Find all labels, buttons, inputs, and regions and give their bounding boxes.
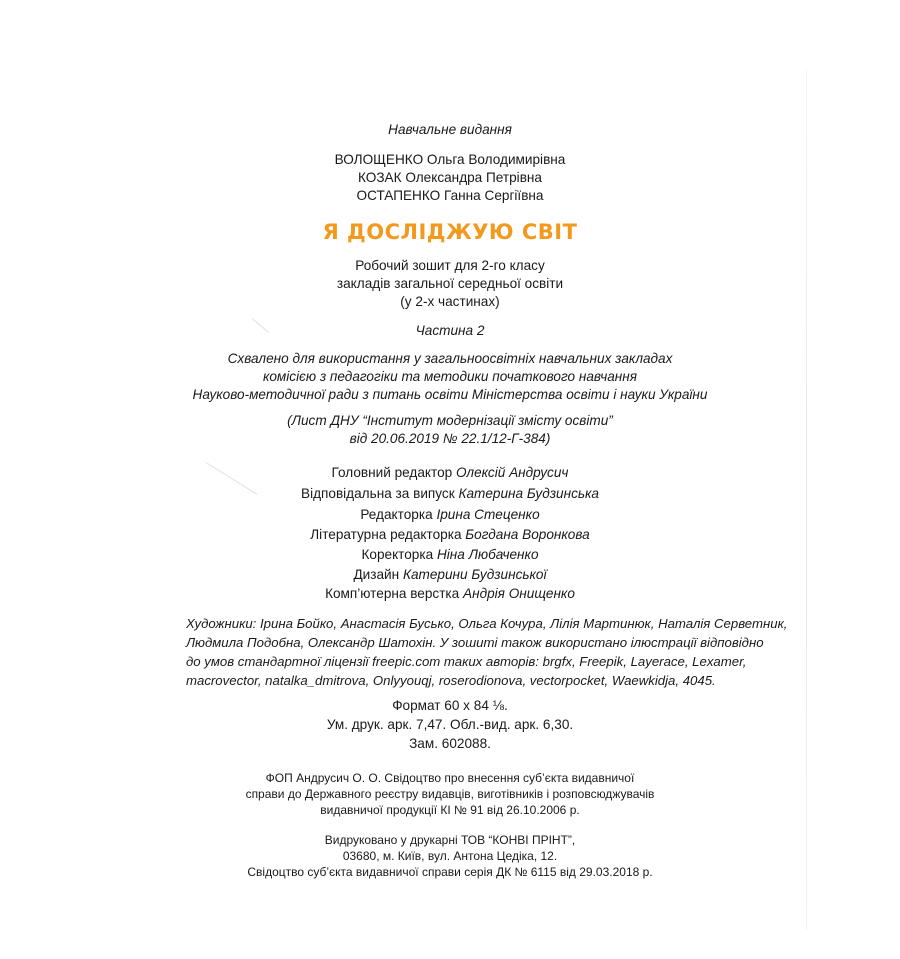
edition-type: Навчальне видання bbox=[388, 122, 512, 137]
approval-line: комісією з педагогіки та методики початкового навчання bbox=[262, 369, 638, 384]
publisher-line: видавничої продукції КІ № 91 від 26.10.2006 р. bbox=[320, 803, 580, 817]
format-line: Ум. друк. арк. 7,47. Обл.-вид. арк. 6,30. bbox=[326, 717, 574, 732]
staff-name: Катерина Будзинська bbox=[458, 486, 599, 501]
approval-line: Схвалено для використання у загальноосвітніх навчальних закладах bbox=[227, 351, 673, 366]
staff-role: Літературна редакторка bbox=[310, 527, 462, 542]
staff-name: Катерини Будзинської bbox=[402, 567, 547, 582]
subtitle-line: (у 2-х частинах) bbox=[400, 294, 500, 309]
staff-line bbox=[0, 585, 900, 603]
illustrators-line: до умов стандартної ліцензії freepic.com таких авторів: brgfx, Freepik, Layerace, Lexamer, bbox=[186, 654, 747, 669]
publisher-line: ФОП Андрусич О. О. Свідоцтво про внесення суб’єкта видавничої bbox=[265, 771, 635, 785]
subtitle-line: закладів загальної середньої освіти bbox=[336, 276, 564, 291]
illustrators-line: Художники: Ірина Бойко, Анастасія Бусько, Ольга Кочура, Лілія Мартинюк, Наталія Серветник, bbox=[186, 616, 788, 631]
format-line: Формат 60 х 84 ⅛. bbox=[392, 698, 508, 713]
part-label: Частина 2 bbox=[415, 323, 485, 338]
illustrators-line: macrovector, natalka_dmitrova, Onlyyouqj, roserodionova, vectorpocket, Waewkidja, 4045. bbox=[186, 673, 716, 688]
staff-name: Богдана Воронкова bbox=[465, 527, 590, 542]
format-line: Зам. 602088. bbox=[409, 736, 491, 751]
printer-line: 03680, м. Київ, вул. Антона Цедіка, 12. bbox=[342, 849, 558, 863]
staff-role: Головний редактор bbox=[331, 465, 453, 480]
staff-line bbox=[0, 506, 900, 524]
staff-role: Відповідальна за випуск bbox=[301, 486, 455, 501]
staff-role: Коректорка bbox=[361, 547, 434, 562]
staff-line bbox=[0, 464, 900, 482]
publisher-line: справи до Державного реєстру видавців, виготівників і розповсюджувачів bbox=[245, 787, 655, 801]
printer-line: Видруковано у друкарні ТОВ “КОНВІ ПРІНТ”, bbox=[324, 833, 576, 847]
illustrators-line: Людмила Подобна, Олександр Шатохін. У зошиті також використано ілюстрації відповідно bbox=[186, 635, 764, 650]
author-line: ВОЛОЩЕНКО Ольга Володимирівна bbox=[334, 152, 566, 167]
staff-role: Дизайн bbox=[353, 567, 400, 582]
staff-line bbox=[0, 526, 900, 544]
staff-line bbox=[0, 566, 900, 584]
approval-line: Науково-методичної ради з питань освіти Міністерства освіти і науки України bbox=[192, 387, 708, 402]
approval-letter-line: (Лист ДНУ “Інститут модернізації змісту освіти” bbox=[287, 413, 613, 428]
staff-line bbox=[0, 546, 900, 564]
staff-name: Олексій Андрусич bbox=[456, 465, 569, 480]
book-title: Я ДОСЛІДЖУЮ СВІТ bbox=[322, 220, 578, 244]
subtitle-line: Робочий зошит для 2-го класу bbox=[355, 258, 545, 273]
staff-role: Редакторка bbox=[360, 507, 433, 522]
printer-line: Свідоцтво суб’єкта видавничої справи серія ДК № 6115 від 29.03.2018 р. bbox=[247, 865, 653, 879]
staff-name: Ірина Стеценко bbox=[436, 507, 540, 522]
approval-letter-line: від 20.06.2019 № 22.1/12-Г-384) bbox=[349, 431, 551, 446]
author-line: ОСТАПЕНКО Ганна Сергіївна bbox=[356, 188, 544, 203]
staff-name: Ніна Любаченко bbox=[436, 547, 539, 562]
illustrators-block bbox=[186, 614, 788, 690]
staff-name: Андрія Онищенко bbox=[463, 586, 575, 601]
author-line: КОЗАК Олександра Петрівна bbox=[358, 170, 542, 185]
staff-line bbox=[0, 485, 900, 503]
staff-role: Комп’ютерна верстка bbox=[325, 586, 460, 601]
